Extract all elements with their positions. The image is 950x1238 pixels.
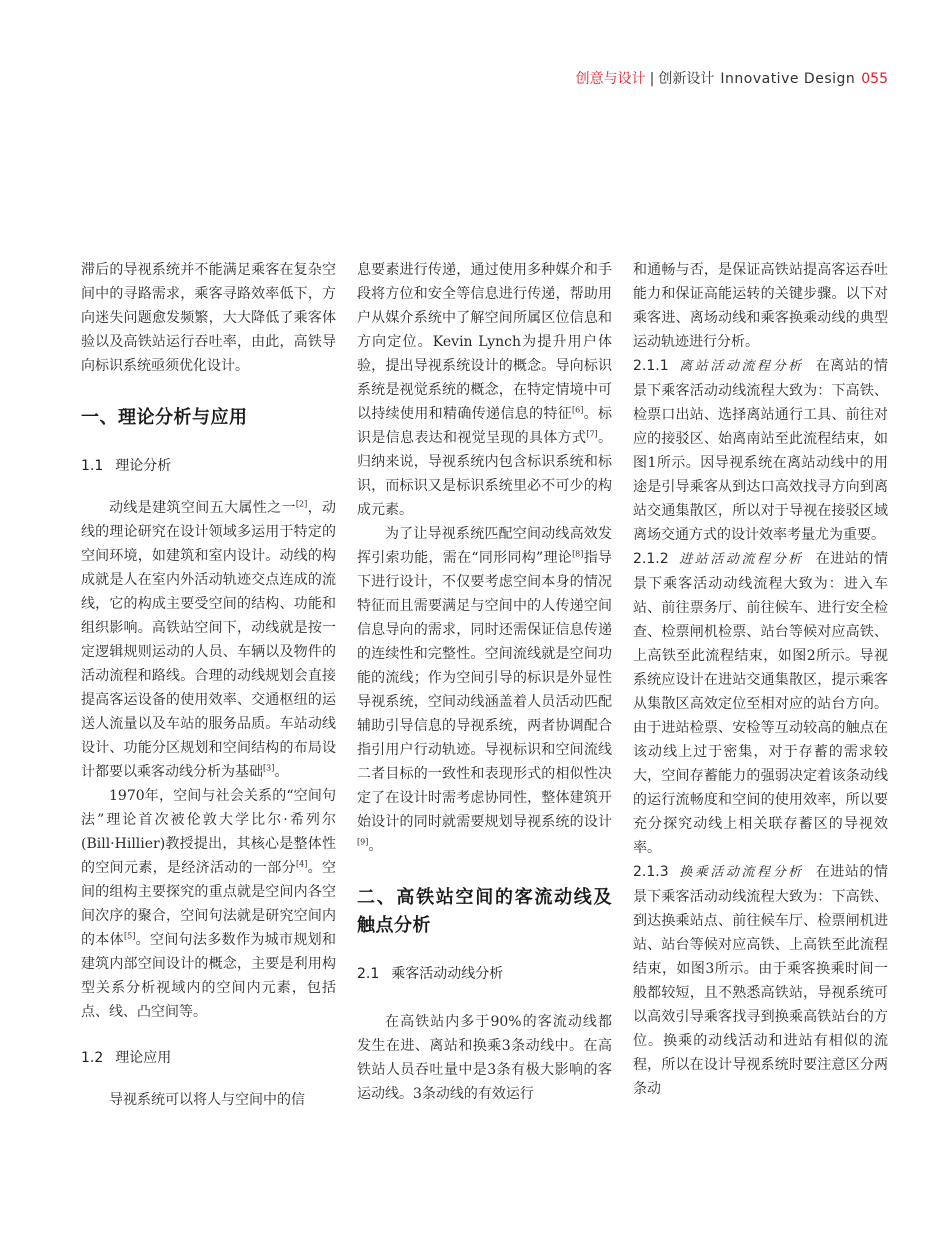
paragraph: 和通畅与否，是保证高铁站提高客运吞吐能力和保证高能运转的关键步骤。以下对乘客进、离场动线和乘客换乘动线的典型运动轨迹进行分析。 [633,262,888,350]
heading-text: 理论分析 [115,458,172,474]
paragraph-text: 动线是建筑空间五大属性之一 [109,500,296,516]
heading-number: 1.2 [81,1050,104,1066]
subsubsection-2-1-2 [633,547,888,860]
paragraph [357,258,612,522]
paragraph-text: 。 [274,764,289,780]
paragraph-text: 在进站的情景下乘客活动动线流程大致为：进入车站、前往票务厅、前往候车、进行安全检查、检票闸机检票、站台等候对应高铁、上高铁至此流程结束，如图2所示。导视系统应设计在进站交通集散区，提示乘客从集散区高效定位至相对应的站台方向。由于进站检票、安检等互动较高的触点在该动线上过于密集，对于存蓄的需求较大，空间存蓄能力的强弱决定着该条动线的运行流畅度和空间的使用效率，所以要充分探究动线上相关联存蓄区的导视效率。 [633,551,888,856]
paragraph-text: 。空间句法多数作为城市规划和建筑内部空间设计的概念，主要是利用构型关系分析视域内的空间内元素，包括点、线、凸空间等。 [81,932,337,1020]
page-number: 055 [861,71,888,87]
heading-text: 换乘活动流程分析 [678,865,804,880]
citation: [5] [124,931,136,941]
heading-text: 理论应用 [115,1050,172,1066]
citation: [6] [572,405,584,415]
paragraph-text: 1970年，空间与社会关系的“空间句法”理论首次被伦敦大学比尔·希列尔(Bill·Hillier)教授提出，其核心是整体性的空间元素，是经济活动的一部分 [81,788,336,876]
subsection-heading-2-1 [357,962,612,986]
paragraph-text: 为了让导视系统匹配空间动线高效发挥引索功能，需在“同形同构”理论 [357,526,612,566]
heading-number: 2.1.3 [633,864,669,880]
heading-text: 乘客活动动线分析 [391,966,504,982]
paragraph-text: 在离站的情景下乘客活动动线流程大致为：下高铁、检票口出站、选择离站通行工具、前往对应的接驳区、始离南站至此流程结束，如图1所示。因导视系统在离站动线中的用途是引导乘客从到达口高效找寻方向到离站交通集散区，所以对于导视在接驳区域离场交通方式的设计效率考量尤为重要。 [633,358,888,543]
subsubsection-2-1-3 [633,860,888,1101]
subsection-heading-1-1 [81,454,336,478]
paragraph-text: 。 [368,838,383,854]
paragraph-text: 。归纳来说，导视系统内包含标识系统和标识，而标识又是标识系统里必不可少的构成元素。 [357,430,613,518]
paragraph [357,522,612,858]
heading-number: 2.1.1 [633,358,669,374]
citation: [8] [572,549,584,559]
section-heading-2: 二、高铁站空间的客流动线及触点分析 [357,887,612,936]
paragraph: 在高铁站内多于90%的客流动线都发生在进、离站和换乘3条动线中。在高铁站人员吞吐量中是3条有极大影响的客运动线。3条动线的有效运行 [357,1014,612,1102]
section-heading-1: 一、理论分析与应用 [81,407,248,428]
section-english-label: Innovative Design [720,71,856,87]
citation: [7] [586,429,598,439]
citation: [9] [357,837,369,847]
column-3 [633,258,888,1101]
heading-text: 进站活动流程分析 [678,552,804,567]
heading-number: 1.1 [81,458,104,474]
paragraph [81,496,336,784]
paragraph-text: 指导下进行设计，不仅要考虑空间本身的情况特征而且需要满足与空间中的人传递空间信息导向的需求，同时还需保证信息传递的连续性和完整性。空间流线就是空间功能的流线；作为空间引导的标识是外显性导视系统，空间动线涵盖着人员活动匹配辅助引导信息的导视系统，两者协调配合指引用户行动轨迹。导视标识和空间流线二者目标的一致性和表现形式的相似性决定了在设计时需考虑协同性，整体建筑开始设计的同时就需要规划导视系统的设计 [357,550,612,830]
paragraph-text: 息要素进行传递，通过使用多种媒介和手段将方位和安全等信息进行传递，帮助用户从媒介系统中了解空间所属区位信息和方向定位。Kevin Lynch为提升用户体验，提出导视系统设计的概念。导向标识系统是视觉系统的概念，在特定情境中可以持续使用和精确传递信息的特征 [357,262,612,422]
heading-number: 2.1.2 [633,551,669,567]
paragraph-text: 在进站的情景下乘客活动动线流程大致为：下高铁、到达换乘站点、前往候车厅、检票闸机进站、站台等候对应高铁、上高铁至此流程结束，如图3所示。由于乘客换乘时间一般都较短，且不熟悉高铁站，导视系统可以高效引导乘客找寻到换乘高铁站台的方位。换乘的动线活动和进站有相似的流程，所以在设计导视系统时要注意区分两条动 [633,864,888,1097]
section-sub-label: 创新设计 [658,71,715,87]
column-1 [81,258,336,1112]
page-header [576,68,888,88]
heading-text: 离站活动流程分析 [678,359,804,374]
paragraph-text: ，动线的理论研究在设计领域多运用于特定的空间环境，如建筑和室内设计。动线的构成就是人在室内外活动轨迹交点连成的流线，它的构成主要受空间的结构、功能和组织影响。高铁站空间下，动线就是按一定逻辑规则运动的人员、车辆以及物件的活动流程和路线。合理的动线规划会直接提高客运设备的使用效率、交通枢纽的运送人流量以及车站的服务品质。车站动线设计、功能分区规划和空间结构的布局设计都要以乘客动线分析为基础 [81,500,337,780]
paragraph [81,784,336,1024]
subsection-heading-1-2 [81,1046,336,1070]
paragraph: 滞后的导视系统并不能满足乘客在复杂空间中的寻路需求，乘客寻路效率低下，方向迷失问题愈发频繁，大大降低了乘客体验以及高铁站运行吞吐率，由此，高铁导向标识系统亟须优化设计。 [81,262,336,374]
heading-number: 2.1 [357,966,380,982]
citation: [4] [296,859,308,869]
header-divider: | [649,71,655,87]
paragraph-text: 。空间的组构主要探究的重点就是空间内各空间次序的聚合，空间句法就是研究空间内的本体 [81,860,337,948]
paragraph-text: 。标识是信息表达和视觉呈现的具体方式 [357,406,613,446]
subsubsection-2-1-1 [633,354,888,547]
citation: [2] [295,499,308,509]
column-2 [357,258,612,1106]
section-label: 创意与设计 [575,71,646,87]
paragraph: 导视系统可以将人与空间中的信 [109,1092,305,1108]
citation: [3] [263,763,275,773]
